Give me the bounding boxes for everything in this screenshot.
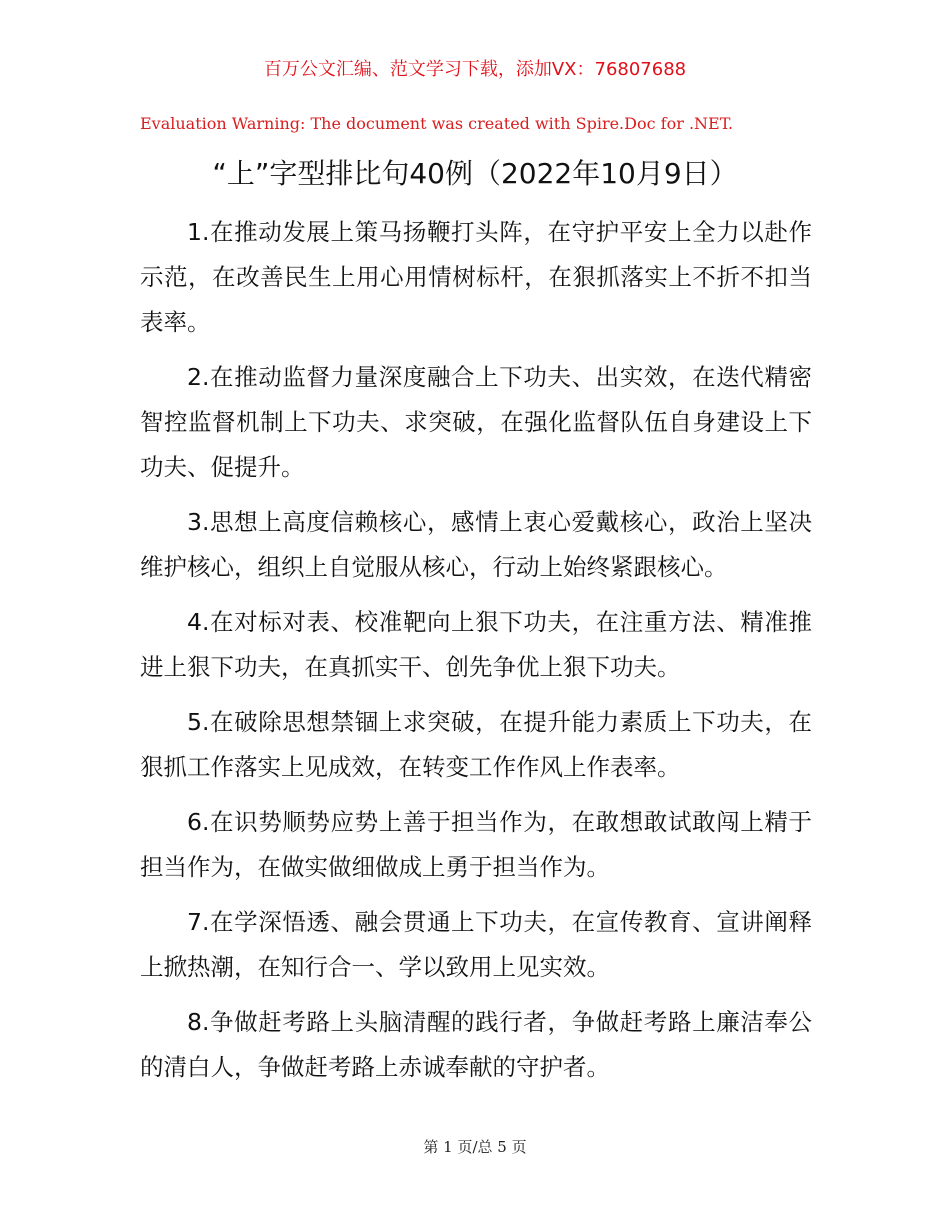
evaluation-warning: Evaluation Warning: The document was created with Spire.Doc for .NET.: [140, 114, 734, 133]
paragraph-4: 4.在对标对表、校准靶向上狠下功夫，在注重方法、精准推进上狠下功夫，在真抓实干、创先争优上狠下功夫。: [140, 608, 812, 681]
paragraph-5: 5.在破除思想禁锢上求突破，在提升能力素质上下功夫，在狠抓工作落实上见成效，在转变工作作风上作表率。: [140, 708, 812, 781]
paragraph-8: 8.争做赶考路上头脑清醒的践行者，争做赶考路上廉洁奉公的清白人，争做赶考路上赤诚奉献的守护者。: [140, 1008, 812, 1081]
paragraph-7: 7.在学深悟透、融会贯通上下功夫，在宣传教育、宣讲阐释上掀热潮，在知行合一、学以致用上见实效。: [140, 908, 812, 981]
page-indicator: 第 1 页/总 5 页: [423, 1138, 527, 1156]
promo-banner: 百万公文汇编、范文学习下载，添加VX：76807688: [263, 59, 687, 80]
document-title: “上”字型排比句40例（2022年10月9日）: [212, 157, 738, 190]
paragraph-6: 6.在识势顺势应势上善于担当作为，在敢想敢试敢闯上精于担当作为，在做实做细做成上勇于担当作为。: [140, 808, 812, 881]
paragraph-1: 1.在推动发展上策马扬鞭打头阵，在守护平安上全力以赴作示范，在改善民生上用心用情树标杆，在狠抓落实上不折不扣当表率。: [140, 218, 812, 336]
paragraph-2: 2.在推动监督力量深度融合上下功夫、出实效，在迭代精密智控监督机制上下功夫、求突破，在强化监督队伍自身建设上下功夫、促提升。: [140, 363, 812, 481]
paragraph-3: 3.思想上高度信赖核心，感情上衷心爱戴核心，政治上坚决维护核心，组织上自觉服从核心，行动上始终紧跟核心。: [140, 508, 812, 581]
document-body: [140, 210, 812, 1100]
